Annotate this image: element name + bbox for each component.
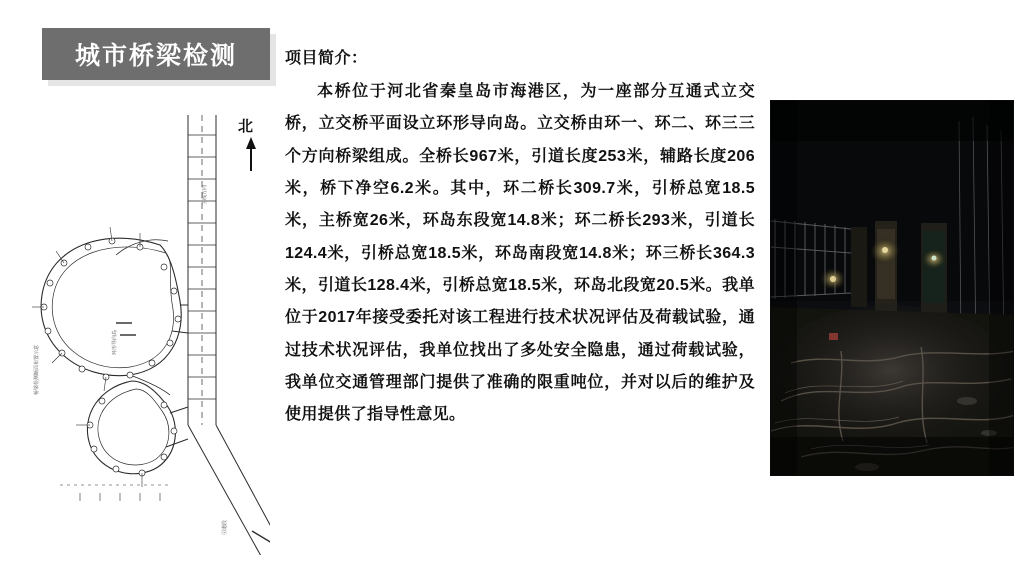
title-badge — [42, 28, 270, 80]
page-title: 城市桥梁检测 — [74, 42, 237, 70]
section-paragraph: 本桥位于河北省秦皇岛市海港区，为一座部分互通式立交桥，立交桥平面设立环形导向岛。立交桥由环一、环二、环三三个方向桥梁组成。全桥长967米，引道长度253米，辅路长度206米，桥下净空6.2米。其中，环二桥长309.7米，引桥总宽18.5米，主桥宽26米，环岛东段宽14.8米；环二桥长293米，引道长124.4米，引桥总宽18.5米，环岛南段宽14.8米；环三桥长364.3米，引道长128.4米，引桥总宽18.5米，环岛北段宽20.5米。我单位于2017年接受委托对该工程进行技术状况评估及荷载试验，通过技术状况评估，我单位找出了多处安全隐患，通过荷载试验，我单位交通管理部门提供了准确的限重吨位，并对以后的维护及使用提供了指导性意见。 — [285, 83, 755, 424]
svg-text:桥梁检测断面布置示意: 桥梁检测断面布置示意 — [34, 344, 40, 395]
compass-arrow-icon — [242, 137, 260, 173]
svg-text:引道段: 引道段 — [222, 519, 228, 535]
bridge-layout-diagram — [20, 95, 270, 555]
compass-north-label: 北 — [238, 118, 254, 135]
section-heading: 项目简介： — [285, 50, 368, 67]
project-description-block — [285, 45, 755, 431]
site-photo — [770, 100, 1014, 476]
svg-text:主线方向: 主线方向 — [202, 184, 208, 205]
svg-text:环形导向岛: 环形导向岛 — [112, 329, 118, 355]
